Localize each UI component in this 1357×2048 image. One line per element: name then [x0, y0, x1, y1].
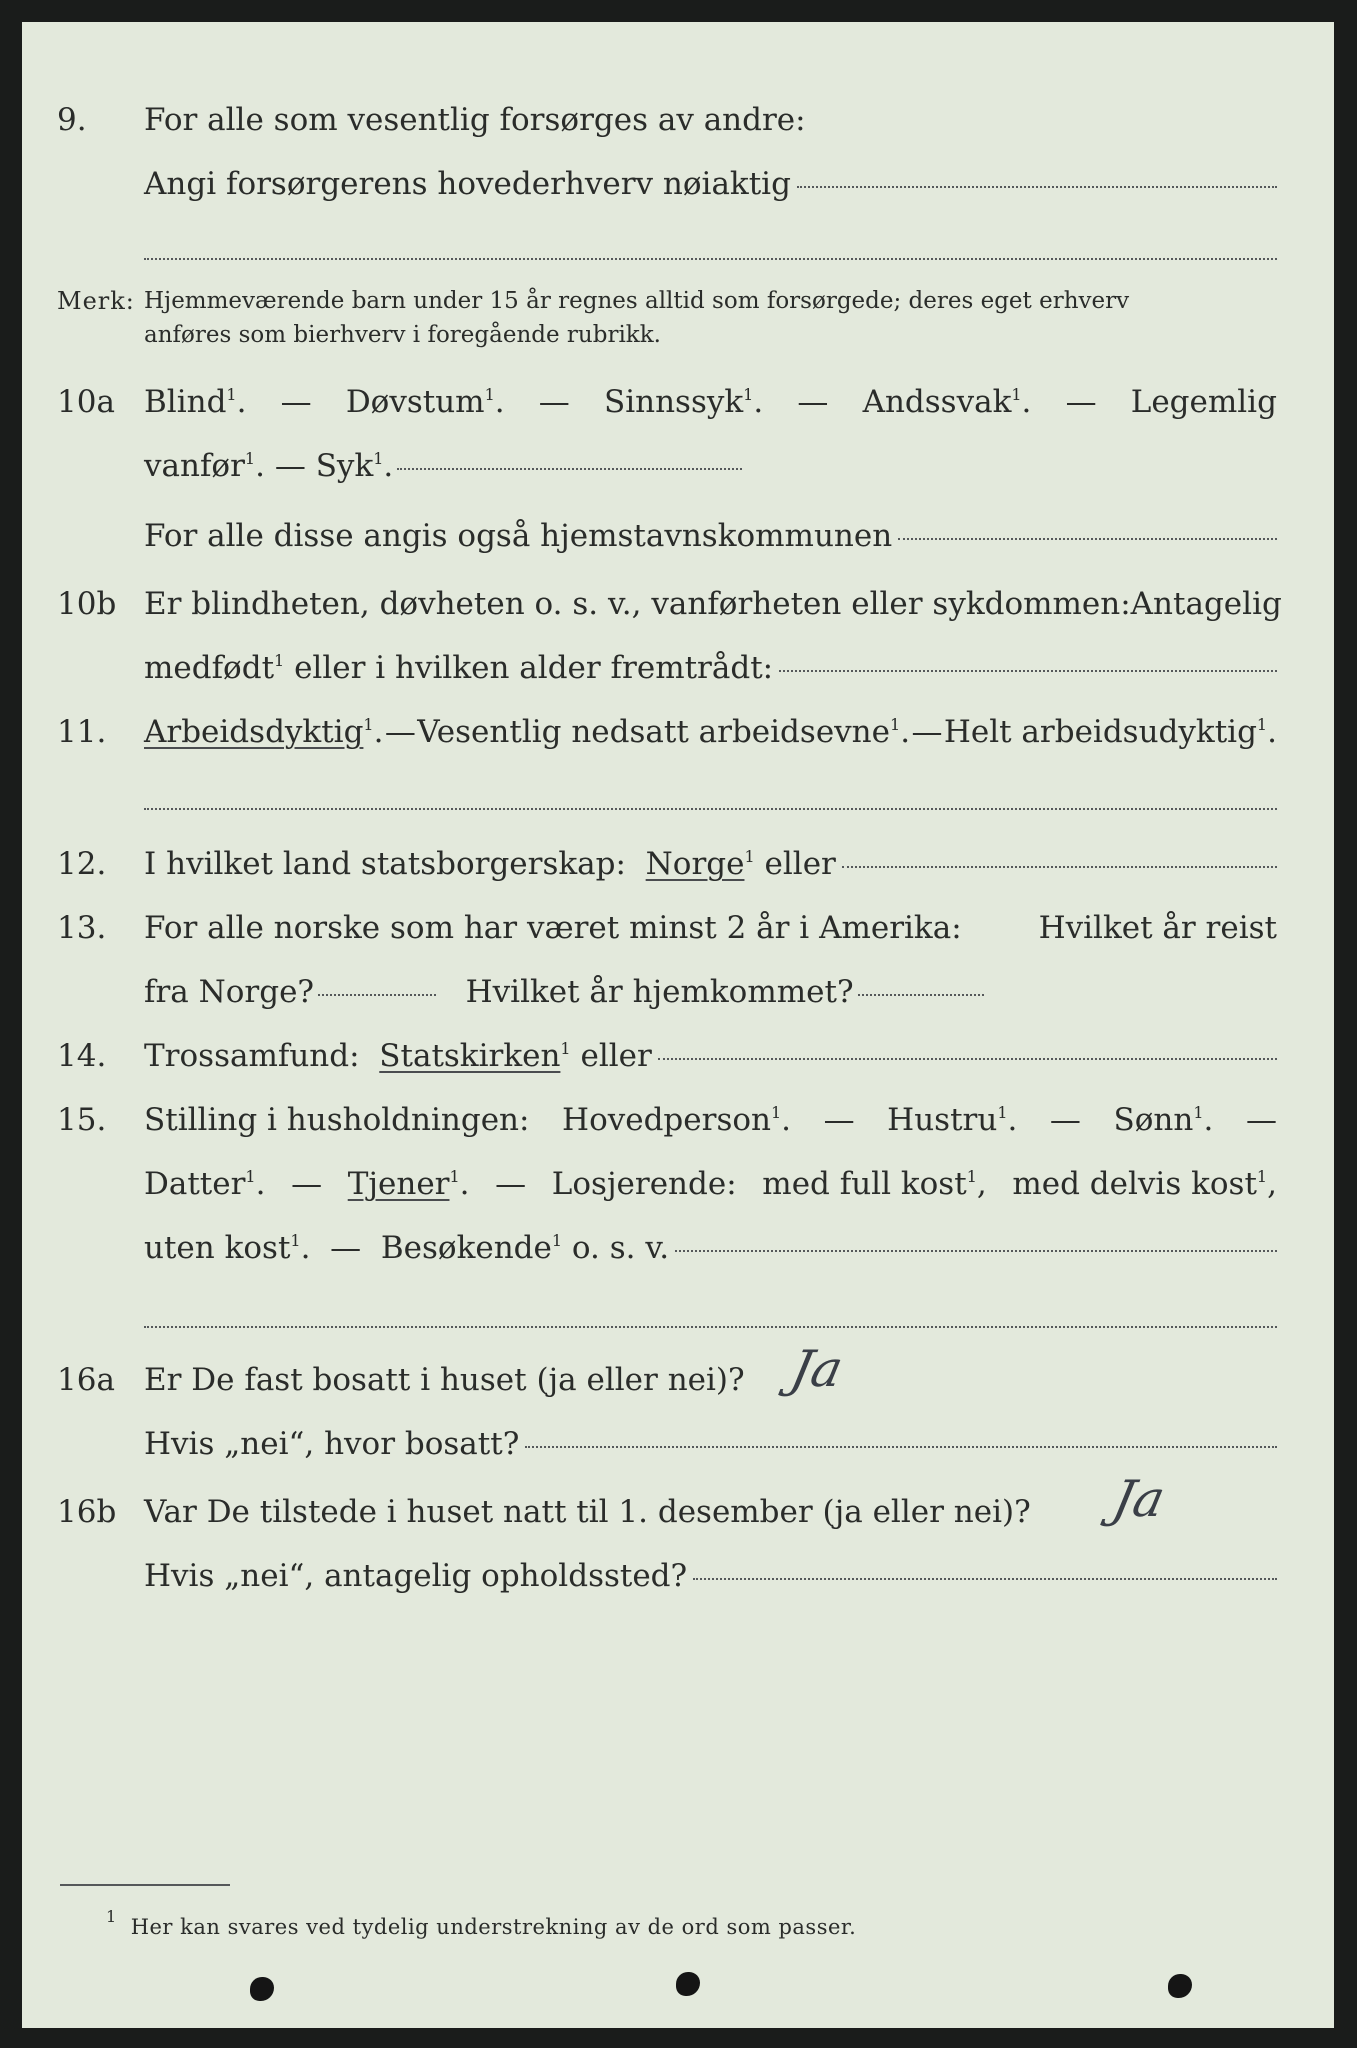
- note-line: Hjemmeværende barn under 15 år regnes alltid som forsørgede; deres eget erhverv: [144, 288, 1130, 314]
- option-tjener: Tjener$^1$.: [347, 1166, 470, 1202]
- option-statskirken: Statskirken: [379, 1038, 561, 1074]
- answer-line[interactable]: [525, 1446, 1277, 1448]
- question-text: For alle norske som har været minst 2 år i Amerika:: [144, 910, 962, 946]
- dash: —: [384, 714, 416, 750]
- option-sonn: Sønn$^1$.: [1113, 1102, 1214, 1138]
- question-text: Hvis „nei“, antagelig opholdssted?: [144, 1558, 688, 1594]
- question-number: 13.: [57, 910, 107, 946]
- question-number: 16b: [57, 1494, 117, 1530]
- dash: —: [797, 384, 829, 420]
- footnote: $^1$ Her kan svares ved tydelig understrekning av de ord som passer.: [106, 1907, 857, 1939]
- question-number: 11.: [57, 714, 107, 750]
- note-label: Merk:: [57, 287, 135, 315]
- question-number: 16a: [57, 1362, 115, 1398]
- option-med-delvis-kost: med delvis kost$^1$,: [1012, 1166, 1277, 1202]
- dash: —: [1065, 384, 1097, 420]
- option-legemlig: Legemlig: [1130, 384, 1277, 420]
- option-arbeidsdyktig: Arbeidsdyktig$^1$.: [144, 714, 384, 750]
- question-text: Antagelig: [1130, 586, 1282, 622]
- question-text: Angi forsørgerens hovederhverv nøiaktig: [144, 166, 791, 202]
- dash: —: [1049, 1102, 1081, 1138]
- question-number: 14.: [57, 1038, 107, 1074]
- answer-line[interactable]: [842, 866, 1277, 868]
- question-text: medfødt$^1$ eller i hvilken alder fremtrådt:: [144, 650, 774, 686]
- dash: —: [1245, 1102, 1277, 1138]
- answer-line[interactable]: [675, 1250, 1277, 1252]
- answer-line[interactable]: [318, 994, 436, 996]
- handwritten-answer: Ja: [785, 1340, 849, 1398]
- label-losjerende: Losjerende:: [551, 1166, 737, 1202]
- punch-hole: [250, 1977, 274, 2001]
- dash: —: [538, 384, 570, 420]
- footnote-rule: [60, 1884, 230, 1886]
- dash: —: [911, 714, 943, 750]
- question-text: I hvilket land statsborgerskap: Norge$^1$ eller: [144, 846, 836, 882]
- question-text: Hvilket år hjemkommet?: [465, 974, 854, 1010]
- punch-hole: [1168, 1974, 1192, 1998]
- option-vesentlig-nedsatt: Vesentlig nedsatt arbeidsevne$^1$.: [417, 714, 911, 750]
- question-text: fra Norge?: [144, 974, 315, 1010]
- dash: —: [330, 1230, 362, 1266]
- option-dovstum: Døvstum$^1$.: [345, 384, 505, 420]
- dash: —: [274, 448, 306, 484]
- option-med-full-kost: med full kost$^1$,: [762, 1166, 987, 1202]
- question-number: 9.: [57, 102, 87, 138]
- option-datter: Datter$^1$.: [144, 1166, 266, 1202]
- question-number: 12.: [57, 846, 107, 882]
- answer-line[interactable]: [144, 808, 1277, 810]
- census-form-page: [22, 22, 1334, 2028]
- answer-line[interactable]: [658, 1058, 1277, 1060]
- question-text: Er De fast bosatt i huset (ja eller nei)?: [144, 1362, 745, 1398]
- question-text: Var De tilstede i huset natt til 1. desember (ja eller nei)?: [144, 1494, 1031, 1530]
- option-norge: Norge: [645, 846, 745, 882]
- answer-line[interactable]: [797, 186, 1277, 188]
- question-text: Hvilket år reist: [1038, 910, 1277, 946]
- answer-line[interactable]: [144, 1326, 1277, 1328]
- option-vanfor: vanfør$^1$.: [144, 448, 265, 484]
- question-number: 15.: [57, 1102, 107, 1138]
- question-text: Stilling i husholdningen:: [144, 1102, 530, 1138]
- answer-line[interactable]: [144, 258, 1277, 260]
- option-blind: Blind$^1$.: [144, 384, 247, 420]
- question-number: 10a: [57, 384, 115, 420]
- note-text: [144, 284, 1277, 352]
- question-text: Trossamfund: Statskirken$^1$ eller: [144, 1038, 652, 1074]
- dash: —: [823, 1102, 855, 1138]
- dash: —: [495, 1166, 527, 1202]
- option-sinnssyk: Sinnssyk$^1$.: [603, 384, 764, 420]
- option-besokende: Besøkende$^1$ o. s. v.: [380, 1230, 670, 1266]
- answer-line[interactable]: [397, 468, 742, 470]
- question-text: For alle som vesentlig forsørges av andre:: [144, 102, 806, 138]
- answer-line[interactable]: [858, 994, 984, 996]
- question-number: 10b: [57, 586, 117, 622]
- option-uten-kost: uten kost$^1$.: [144, 1230, 311, 1266]
- question-text: For alle disse angis også hjemstavnskommunen: [144, 518, 893, 554]
- answer-line[interactable]: [898, 538, 1277, 540]
- option-syk: Syk$^1$.: [315, 448, 394, 484]
- question-text: Hvis „nei“, hvor bosatt?: [144, 1426, 520, 1462]
- note-line: anføres som bierhverv i foregående rubrikk.: [144, 322, 661, 348]
- option-helt-arbeidsudyktig: Helt arbeidsudyktig$^1$.: [943, 714, 1277, 750]
- dash: —: [280, 384, 312, 420]
- answer-line[interactable]: [779, 670, 1277, 672]
- option-andssvak: Andssvak$^1$.: [862, 384, 1032, 420]
- answer-line[interactable]: [693, 1578, 1277, 1580]
- option-hovedperson: Hovedperson$^1$.: [562, 1102, 792, 1138]
- question-text: Er blindheten, døvheten o. s. v., vanførheten eller sykdommen:: [144, 586, 1131, 622]
- footnote-text: Her kan svares ved tydelig understrekning av de ord som passer.: [130, 1915, 857, 1939]
- option-hustru: Hustru$^1$.: [887, 1102, 1018, 1138]
- handwritten-answer: Ja: [1107, 1470, 1171, 1528]
- punch-hole: [676, 1972, 700, 1996]
- dash: —: [291, 1166, 323, 1202]
